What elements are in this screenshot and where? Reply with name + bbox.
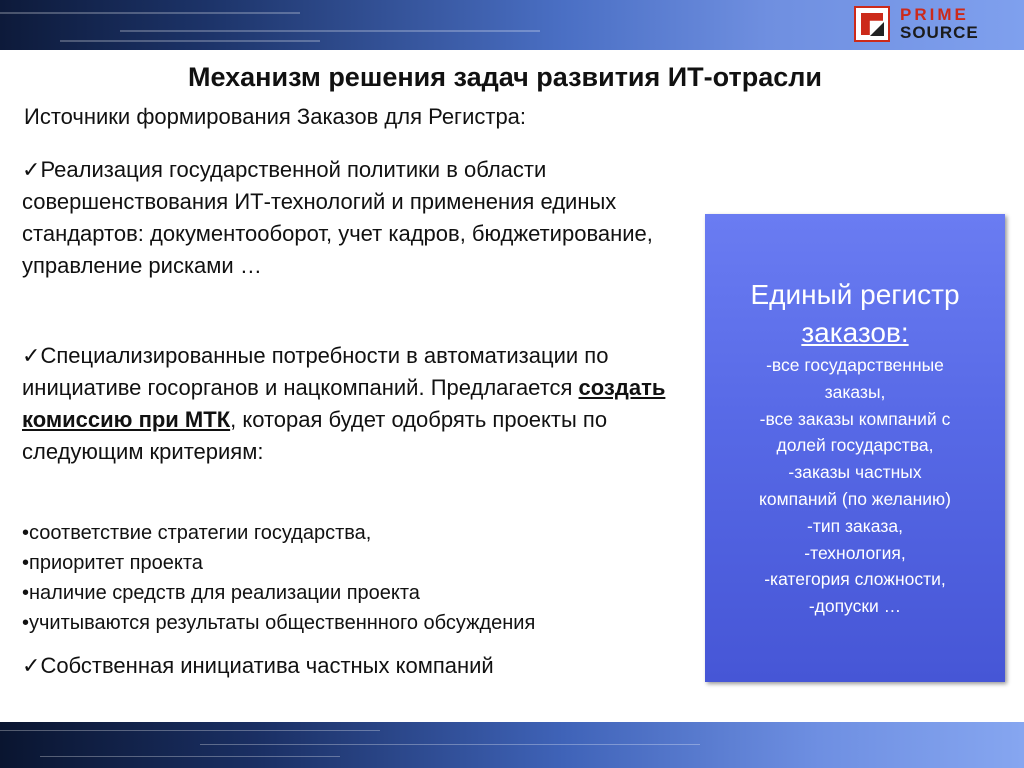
list-item: -категория сложности, xyxy=(764,569,946,590)
list-item: -технология, xyxy=(804,542,906,563)
list-item: •приоритет проекта xyxy=(22,552,203,574)
list-item: -тип заказа, xyxy=(807,515,903,536)
check-icon: ✓ xyxy=(22,653,41,678)
section-text: Собственная инициатива частных компаний xyxy=(40,653,494,678)
page-title: Механизм решения задач развития ИТ-отрасли xyxy=(188,62,822,92)
section-text-tail: , которая будет одобрять проекты по следующим критериям: xyxy=(22,407,608,464)
list-item: •наличие средств для реализации проекта xyxy=(22,582,420,604)
list-item: -все заказы компаний с xyxy=(759,408,951,429)
list-item: -все государственные xyxy=(766,355,944,375)
section-text: Специализированные потребности в автоматизации по инициативе госорганов и нацкомпаний. Предлагается xyxy=(22,343,609,400)
logo-word-prime: PRIME xyxy=(900,5,969,24)
footer-band xyxy=(0,722,1024,768)
list-item: компаний (по желанию) xyxy=(759,488,951,509)
criteria-list xyxy=(22,518,692,638)
check-icon: ✓ xyxy=(22,157,41,182)
section-text: Реализация государственной политики в области совершенствования ИТ-технологий и применения единых стандартов: документооборот, учет кадров, бюджетирование, управление рисками … xyxy=(22,157,653,278)
list-item: •соответствие стратегии государства, xyxy=(22,522,372,544)
panel-list xyxy=(705,352,1005,620)
list-item: долей государства, xyxy=(776,435,934,456)
unified-register-panel xyxy=(705,214,1005,682)
prime-source-logo xyxy=(852,4,1012,44)
list-item: -заказы частных xyxy=(788,462,922,483)
panel-heading-line1: Единый регистр xyxy=(750,279,960,310)
page-subtitle: Источники формирования Заказов для Регистра: xyxy=(24,104,527,129)
section-state-policy xyxy=(22,154,692,282)
list-item: заказы, xyxy=(824,381,886,402)
logo-mark-icon xyxy=(854,6,890,42)
list-item: •учитываются результаты общественнного обсуждения xyxy=(22,612,536,634)
section-private-initiative xyxy=(22,650,692,682)
panel-heading-line2: заказов: xyxy=(801,317,909,348)
logo-word-source: SOURCE xyxy=(900,23,979,42)
check-icon: ✓ xyxy=(22,343,41,368)
commission-emphasis: создать комиссию при МТК xyxy=(22,375,666,432)
list-item: -допуски … xyxy=(808,596,902,617)
section-specialized-needs xyxy=(22,340,692,468)
